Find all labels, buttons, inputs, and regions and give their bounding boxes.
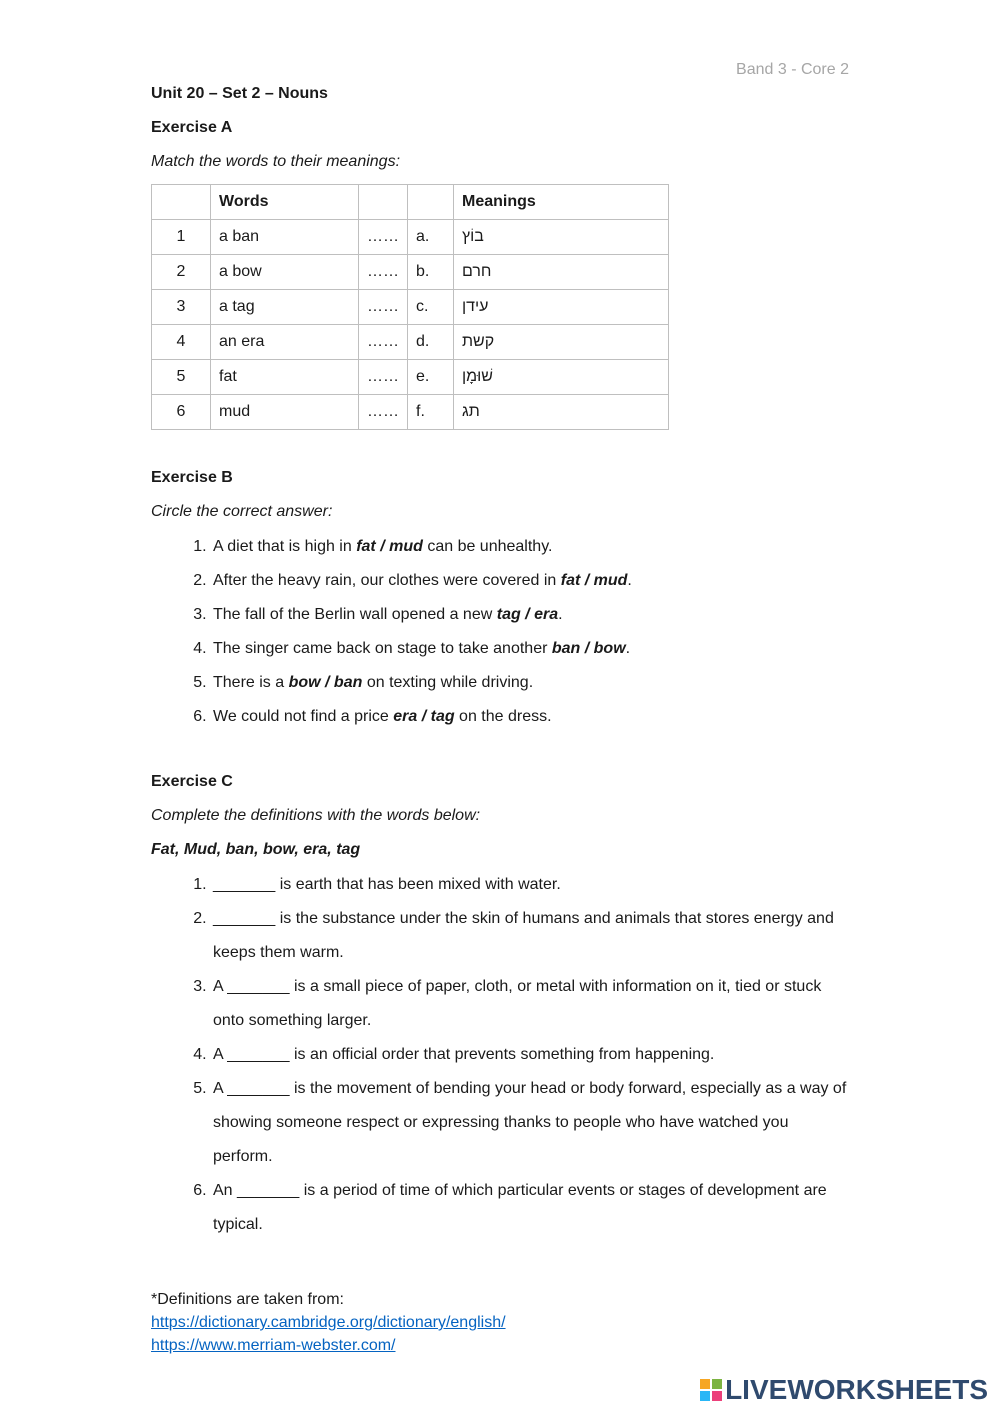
sentence-end: on texting while driving. bbox=[362, 674, 534, 691]
table-row bbox=[152, 290, 669, 325]
row-word: a ban bbox=[211, 220, 359, 255]
definition-item: 2. _______ is the substance under the skin of humans and animals that stores energy and keeps them warm. bbox=[211, 902, 851, 970]
sentence-end: . bbox=[558, 606, 563, 623]
sentence-end: . bbox=[627, 572, 632, 589]
exercise-b-instruction: Circle the correct answer: bbox=[151, 503, 333, 520]
answer-choice[interactable]: ban / bow bbox=[551, 640, 626, 657]
header-blank-cell bbox=[359, 185, 408, 220]
logo-square bbox=[700, 1379, 710, 1389]
exercise-a-title: Exercise A bbox=[151, 119, 233, 136]
definition-item: 6. An _______ is a period of time of which particular events or stages of development are typical. bbox=[211, 1174, 851, 1242]
sentence-start: A diet that is high in bbox=[213, 538, 357, 555]
row-answer-blank[interactable]: …… bbox=[359, 360, 408, 395]
header-letter-cell bbox=[408, 185, 454, 220]
word-bank: Fat, Mud, ban, bow, era, tag bbox=[151, 841, 361, 858]
row-answer-blank[interactable]: …… bbox=[359, 290, 408, 325]
row-meaning: שׁוּמָן bbox=[454, 360, 669, 395]
row-meaning: בוֹץ bbox=[454, 220, 669, 255]
list-item bbox=[211, 700, 851, 734]
sentence-start: The fall of the Berlin wall opened a new bbox=[213, 606, 497, 623]
row-meaning: קשת bbox=[454, 325, 669, 360]
sentence-end: on the dress. bbox=[454, 708, 552, 725]
header-words: Words bbox=[211, 185, 359, 220]
list-item bbox=[211, 530, 851, 564]
row-number: 4 bbox=[152, 325, 211, 360]
definition-item: 1. _______ is earth that has been mixed with water. bbox=[211, 868, 851, 902]
table-row bbox=[152, 255, 669, 290]
sources-note: *Definitions are taken from: bbox=[151, 1291, 344, 1308]
cambridge-link[interactable]: https://dictionary.cambridge.org/dictionary/english/ bbox=[151, 1314, 506, 1331]
answer-choice[interactable]: bow / ban bbox=[288, 674, 363, 691]
answer-choice[interactable]: fat / mud bbox=[356, 538, 423, 555]
liveworksheets-brand bbox=[700, 1374, 988, 1406]
footer-sources bbox=[151, 1288, 506, 1357]
definition-item: 5. A _______ is the movement of bending your head or body forward, especially as a way of showing someone respect or expressing thanks to people who have watched you perform. bbox=[211, 1072, 851, 1174]
row-letter: e. bbox=[408, 360, 454, 395]
brand-name: LIVEWORKSHEETS bbox=[725, 1374, 988, 1405]
answer-choice[interactable]: fat / mud bbox=[560, 572, 628, 589]
row-letter: b. bbox=[408, 255, 454, 290]
logo-square bbox=[700, 1391, 710, 1401]
row-word: an era bbox=[211, 325, 359, 360]
row-letter: a. bbox=[408, 220, 454, 255]
row-answer-blank[interactable]: …… bbox=[359, 220, 408, 255]
sentence-start: There is a bbox=[213, 674, 289, 691]
logo-square bbox=[712, 1379, 722, 1389]
table-row bbox=[152, 325, 669, 360]
liveworksheets-logo-icon bbox=[700, 1379, 722, 1401]
logo-square bbox=[712, 1391, 722, 1401]
table-row bbox=[152, 395, 669, 430]
exercise-c-instruction: Complete the definitions with the words below: bbox=[151, 807, 481, 824]
sentence-start: After the heavy rain, our clothes were covered in bbox=[213, 572, 561, 589]
header-num-cell bbox=[152, 185, 211, 220]
row-letter: f. bbox=[408, 395, 454, 430]
row-meaning: תג bbox=[454, 395, 669, 430]
definition-item: 4. A _______ is an official order that prevents something from happening. bbox=[211, 1038, 851, 1072]
sentence-end: . bbox=[625, 640, 631, 657]
row-answer-blank[interactable]: …… bbox=[359, 255, 408, 290]
row-number: 2 bbox=[152, 255, 211, 290]
worksheet bbox=[151, 84, 851, 1242]
row-number: 6 bbox=[152, 395, 211, 430]
answer-choice[interactable]: tag / era bbox=[496, 606, 559, 623]
row-answer-blank[interactable]: …… bbox=[359, 325, 408, 360]
row-number: 3 bbox=[152, 290, 211, 325]
band-label: Band 3 - Core 2 bbox=[736, 61, 849, 78]
row-number: 5 bbox=[152, 360, 211, 395]
list-item bbox=[211, 666, 851, 700]
row-word: mud bbox=[211, 395, 359, 430]
matching-table bbox=[151, 184, 669, 430]
list-item bbox=[211, 632, 851, 666]
exercise-a-instruction: Match the words to their meanings: bbox=[151, 153, 401, 170]
answer-choice[interactable]: era / tag bbox=[393, 708, 455, 725]
header-meanings: Meanings bbox=[454, 185, 669, 220]
page-title: Unit 20 – Set 2 – Nouns bbox=[151, 85, 328, 102]
row-answer-blank[interactable]: …… bbox=[359, 395, 408, 430]
exercise-b-title: Exercise B bbox=[151, 469, 233, 486]
row-word: fat bbox=[211, 360, 359, 395]
row-letter: c. bbox=[408, 290, 454, 325]
definition-item: 3. A _______ is a small piece of paper, cloth, or metal with information on it, tied or stuck onto something larger. bbox=[211, 970, 851, 1038]
list-item bbox=[211, 598, 851, 632]
sentence-start: We could not find a price bbox=[213, 708, 394, 725]
sentence-start: The singer came back on stage to take another bbox=[213, 640, 552, 657]
merriam-webster-link[interactable]: https://www.merriam-webster.com/ bbox=[151, 1337, 396, 1354]
row-meaning: עידן bbox=[454, 290, 669, 325]
exercise-c-list bbox=[151, 868, 851, 1242]
exercise-b-list bbox=[151, 530, 851, 734]
table-row bbox=[152, 360, 669, 395]
table-row bbox=[152, 220, 669, 255]
row-letter: d. bbox=[408, 325, 454, 360]
sentence-end: can be unhealthy. bbox=[422, 538, 553, 555]
exercise-c-title: Exercise C bbox=[151, 773, 233, 790]
row-word: a bow bbox=[211, 255, 359, 290]
table-header-row bbox=[152, 185, 669, 220]
list-item bbox=[211, 564, 851, 598]
row-meaning: חרם bbox=[454, 255, 669, 290]
row-number: 1 bbox=[152, 220, 211, 255]
row-word: a tag bbox=[211, 290, 359, 325]
